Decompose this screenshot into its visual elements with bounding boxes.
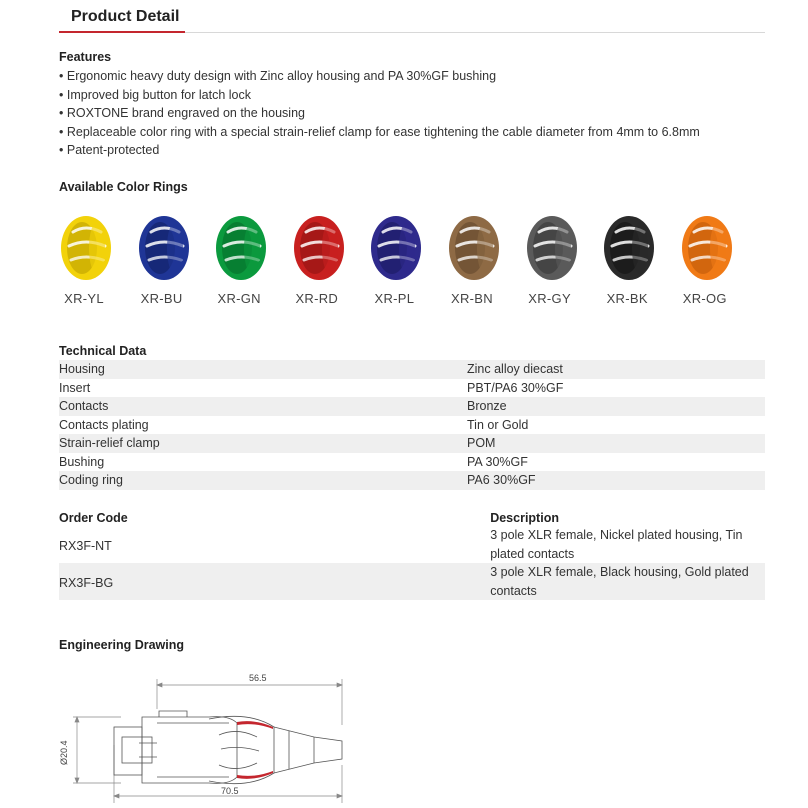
color-ring-code: XR-PL [374, 291, 415, 306]
color-ring-code: XR-BK [606, 291, 648, 306]
technical-data-row [59, 434, 765, 453]
connector-drawing-svg [59, 665, 359, 805]
color-rings-row [59, 212, 765, 312]
spec-label: Contacts [59, 399, 109, 413]
color-ring-icon [214, 214, 268, 282]
color-ring-icon [59, 214, 113, 282]
color-ring-code: XR-BU [140, 291, 183, 306]
feature-item: • Improved big button for latch lock [59, 86, 765, 105]
product-detail-header [59, 0, 765, 33]
features-list [59, 67, 765, 160]
description-header: Description [490, 510, 559, 525]
order-code: RX3F-NT [59, 539, 112, 553]
order-description: 3 pole XLR female, Black housing, Gold plated contacts [490, 565, 749, 598]
color-ring-icon [369, 214, 423, 282]
feature-item: • Ergonomic heavy duty design with Zinc alloy housing and PA 30%GF bushing [59, 67, 765, 86]
technical-data-row [59, 453, 765, 472]
color-ring-code: XR-YL [64, 291, 104, 306]
color-ring-icon [137, 214, 191, 282]
color-ring-item [525, 212, 585, 312]
spec-label: Bushing [59, 454, 105, 469]
order-code-header: Order Code [59, 510, 128, 525]
features-title: Features [59, 50, 112, 64]
order-code-row [59, 563, 765, 600]
color-ring-icon [602, 214, 656, 282]
dim-top-label: 56.5 [249, 673, 267, 683]
color-ring-item [680, 212, 740, 312]
color-ring-icon [680, 214, 734, 282]
technical-data-row [59, 471, 765, 490]
spec-value: POM [467, 436, 496, 450]
color-ring-item [602, 212, 662, 312]
color-ring-icon [447, 214, 501, 282]
spec-value: PA6 30%GF [467, 473, 536, 487]
spec-label: Insert [59, 380, 91, 395]
spec-value: PA 30%GF [467, 454, 528, 469]
order-code-table [59, 509, 765, 600]
order-code-row [59, 526, 765, 563]
color-ring-item [214, 212, 274, 312]
color-ring-item [137, 212, 197, 312]
color-ring-code: XR-BN [451, 291, 493, 306]
spec-label: Strain-relief clamp [59, 436, 160, 450]
technical-data-row [59, 360, 765, 379]
color-rings-title: Available Color Rings [59, 180, 188, 194]
spec-value: PBT/PA6 30%GF [467, 380, 564, 395]
feature-item: • Replaceable color ring with a special strain-relief clamp for ease tightening the cable diameter from 4mm to 6.8mm [59, 123, 765, 142]
spec-label: Coding ring [59, 473, 123, 487]
engineering-drawing-title: Engineering Drawing [59, 638, 185, 652]
feature-item: • ROXTONE brand engraved on the housing [59, 104, 765, 123]
color-ring-code: XR-GY [528, 291, 571, 306]
color-ring-icon [292, 214, 346, 282]
spec-label: Contacts plating [59, 417, 149, 432]
feature-item: • Patent-protected [59, 141, 765, 160]
technical-data-row [59, 397, 765, 416]
product-detail-tab[interactable]: Product Detail [59, 8, 185, 33]
engineering-drawing [59, 665, 359, 805]
color-ring-item [369, 212, 429, 312]
spec-value: Bronze [467, 399, 507, 413]
technical-data-row [59, 416, 765, 435]
technical-data-table [59, 342, 765, 490]
technical-data-title: Technical Data [59, 344, 147, 358]
color-ring-code: XR-OG [682, 291, 727, 306]
spec-value: Tin or Gold [467, 417, 529, 432]
order-description: 3 pole XLR female, Nickel plated housing, Tin plated contacts [490, 528, 743, 561]
color-ring-item [292, 212, 352, 312]
spec-value: Zinc alloy diecast [467, 362, 563, 376]
color-ring-item [447, 212, 507, 312]
dim-bottom-label: 70.5 [221, 786, 239, 796]
color-ring-item [59, 212, 119, 312]
order-code: RX3F-BG [59, 576, 114, 590]
color-ring-code: XR-GN [217, 291, 261, 306]
dim-diameter-label: Ø20.4 [59, 740, 69, 765]
spec-label: Housing [59, 362, 105, 376]
color-ring-icon [525, 214, 579, 282]
color-ring-code: XR-RD [295, 291, 339, 306]
technical-data-row [59, 379, 765, 398]
